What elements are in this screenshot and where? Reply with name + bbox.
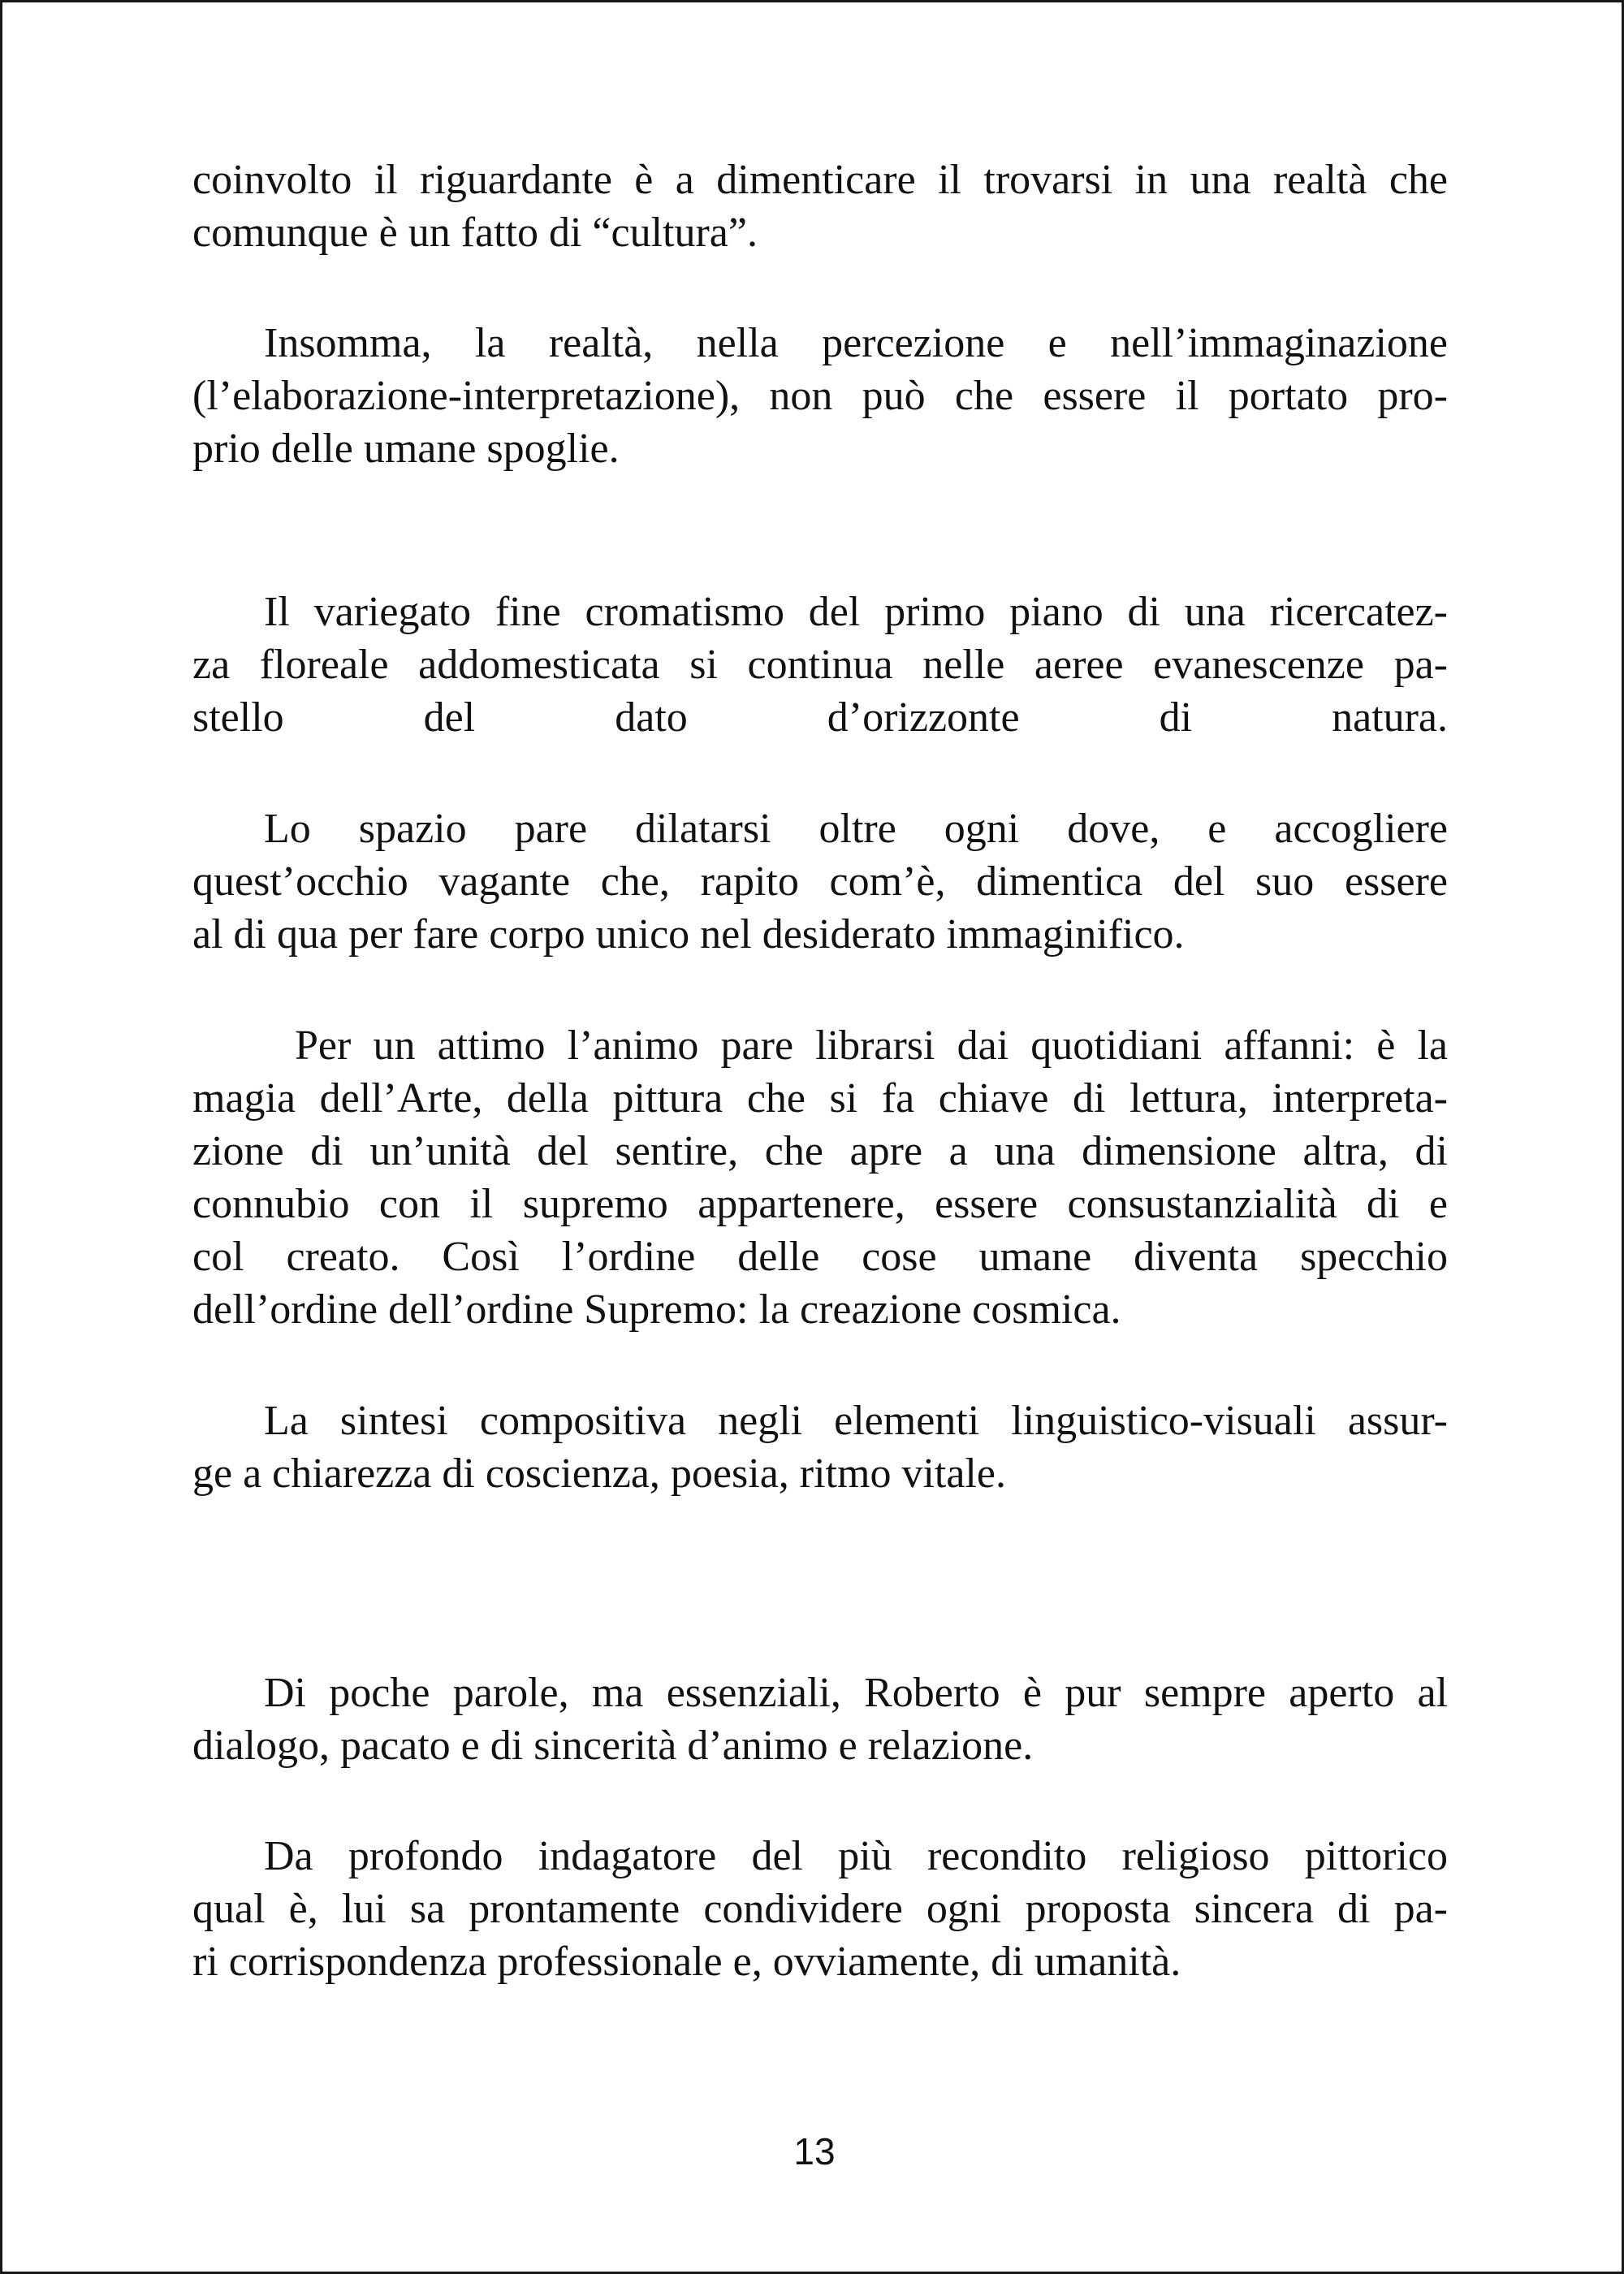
paragraph-line: dell’ordine dell’ordine Supremo: la creazione cosmica. [192,1286,1121,1333]
paragraph-line: coinvolto il riguardante è a dimenticare il trovarsi in una realtà che [192,157,1448,203]
paragraph-line: connubio con il supremo appartenere, essere consustanzialità di e [192,1181,1448,1227]
paragraph-line: zione di un’unità del sentire, che apre a una dimensione altra, di [192,1128,1448,1174]
paragraph-line: ge a chiarezza di coscienza, poesia, ritmo vitale. [192,1450,1006,1497]
paragraph-line: comunque è un fatto di “cultura”. [192,210,758,256]
paragraph-line: magia dell’Arte, della pittura che si fa chiave di lettura, interpreta- [192,1075,1448,1122]
page-number: 13 [793,2130,836,2172]
paragraph-2 [192,317,1448,475]
paragraph-line: Lo spazio pare dilatarsi oltre ogni dove, e accogliere [264,806,1448,852]
paragraph-line: Di poche parole, ma essenziali, Roberto è pur sempre aperto al [264,1670,1448,1716]
paragraph-line: ri corrispondenza professionale e, ovviamente, di umanità. [192,1939,1181,1985]
paragraph-line: col creato. Così l’ordine delle cose umane diventa specchio [192,1234,1448,1280]
paragraph-line: dialogo, pacato e di sincerità d’animo e relazione. [192,1723,1034,1769]
paragraph-6 [192,1394,1448,1500]
paragraph-7 [192,1667,1448,1772]
paragraph-5 [192,1019,1448,1336]
paragraph-line: qual è, lui sa prontamente condividere ogni proposta sincera di pa- [192,1886,1448,1932]
paragraph-8 [192,1830,1448,1988]
paragraph-4 [192,802,1448,961]
paragraph-line: za floreale addomesticata si continua nelle aeree evanescenze pa- [192,642,1448,688]
paragraph-line: quest’occhio vagante che, rapito com’è, dimentica del suo essere [192,858,1448,905]
paragraph-line: Insomma, la realtà, nella percezione e nell’immaginazione [264,320,1448,366]
paragraph-1 [192,153,1448,259]
paragraph-line: stello del dato d’orizzonte di natura. [192,694,1448,741]
paragraph-line: prio delle umane spoglie. [192,426,620,472]
paragraph-line: Da profondo indagatore del più recondito religioso pittorico [264,1833,1448,1879]
paragraph-line: La sintesi compositiva negli elementi linguistico-visuali assur- [264,1398,1448,1444]
paragraph-3 [192,586,1448,744]
paragraph-line: Il variegato fine cromatismo del primo piano di una ricercatez- [264,589,1448,635]
paragraph-line: (l’elaborazione-interpretazione), non può che essere il portato pro- [192,373,1448,419]
paragraph-line: al di qua per fare corpo unico nel desiderato immaginifico. [192,911,1185,958]
paragraph-line: Per un attimo l’animo pare librarsi dai quotidiani affanni: è la [295,1022,1448,1069]
